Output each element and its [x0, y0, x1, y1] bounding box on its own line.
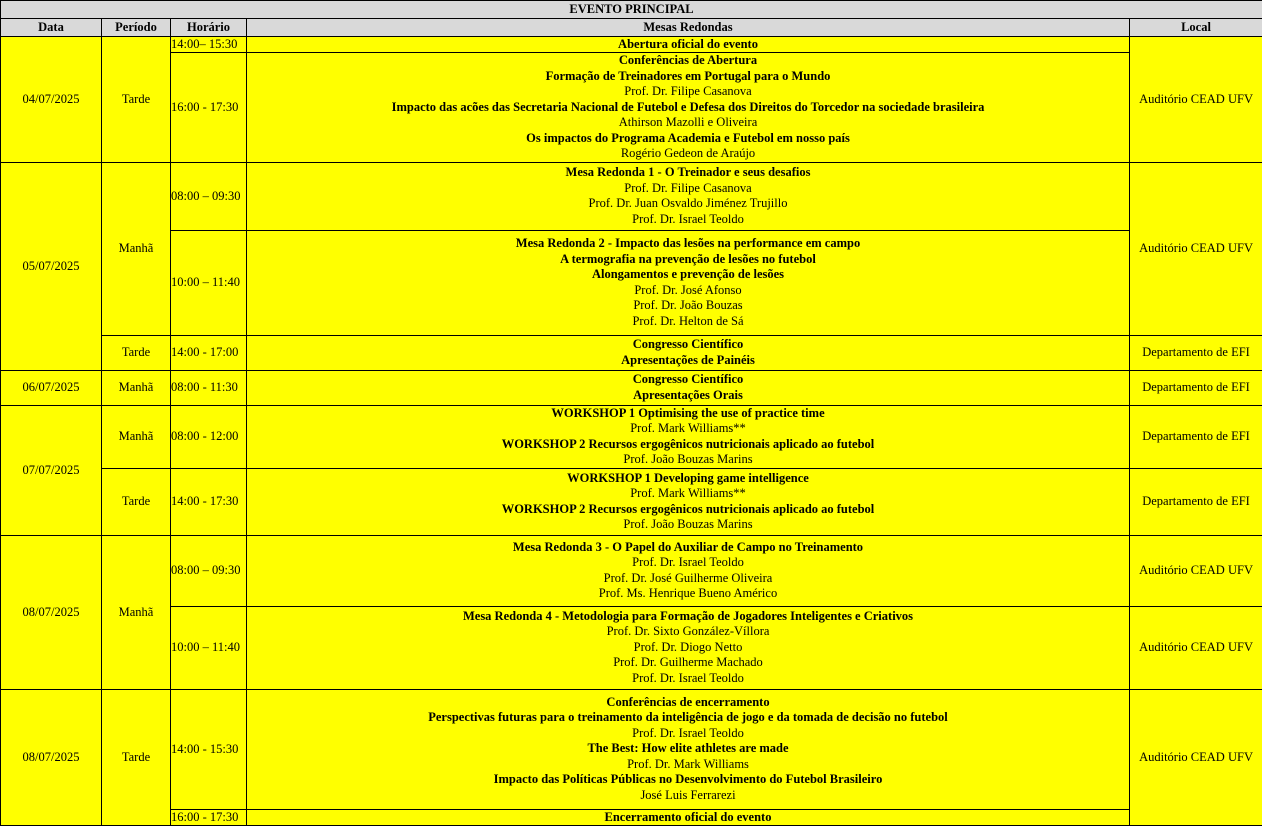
speaker: José Luis Ferrarezi [640, 787, 736, 802]
speaker: Prof. Dr. José Guilherme Oliveira [603, 570, 773, 585]
col-header-periodo: Período [102, 19, 171, 37]
table-row [1, 689, 1262, 809]
period-cell: Tarde [102, 37, 171, 163]
session-cell: Abertura oficial do evento [247, 37, 1130, 53]
table-row [1, 37, 1262, 53]
speaker: Prof. Dr. Israel Teoldo [632, 211, 744, 226]
speaker: Prof. Dr. José Afonso [634, 282, 742, 297]
speaker: Athirson Mazolli e Oliveira [618, 115, 758, 129]
talk-title: A termografia na prevenção de lesões no futebol [560, 251, 816, 266]
session-cell [247, 230, 1130, 335]
local-cell: Departamento de EFI [1130, 370, 1262, 405]
speaker: Prof. Mark Williams** [630, 486, 746, 500]
session-title: Mesa Redonda 4 - Metodologia para Formação de Jogadores Inteligentes e Criativos [462, 608, 914, 623]
date-cell: 08/07/2025 [1, 535, 102, 689]
time-cell: 08:00 - 11:30 [171, 370, 247, 405]
speaker: Prof. Dr. Filipe Casanova [624, 84, 752, 98]
local-cell: Auditório CEAD UFV [1130, 162, 1262, 335]
col-header-data: Data [1, 19, 102, 37]
speaker: Prof. Ms. Henrique Bueno Américo [598, 586, 778, 600]
session-title: Conferências de encerramento [606, 694, 770, 709]
period-cell: Manhã [102, 405, 171, 468]
speaker: Prof. Dr. Israel Teoldo [632, 725, 744, 740]
table-row [1, 53, 1262, 163]
session-cell [247, 53, 1130, 163]
local-cell: Auditório CEAD UFV [1130, 535, 1262, 606]
table-row [1, 809, 1262, 825]
session-title: Mesa Redonda 1 - O Treinador e seus desafios [565, 165, 811, 179]
local-cell: Departamento de EFI [1130, 335, 1262, 370]
time-cell: 14:00– 15:30 [171, 37, 247, 53]
table-row [1, 535, 1262, 606]
local-cell: Departamento de EFI [1130, 405, 1262, 468]
time-cell: 14:00 - 15:30 [171, 689, 247, 809]
table-title: EVENTO PRINCIPAL [1, 1, 1262, 19]
table-row [1, 230, 1262, 335]
speaker: Prof. Dr. Guilherme Machado [613, 655, 763, 670]
time-cell: 10:00 – 11:40 [171, 230, 247, 335]
table-row [1, 468, 1262, 535]
session-cell [247, 335, 1130, 370]
date-cell: 06/07/2025 [1, 370, 102, 405]
date-cell: 08/07/2025 [1, 689, 102, 825]
local-cell: Auditório CEAD UFV [1130, 37, 1262, 163]
talk-title: Os impactos do Programa Academia e Futebol em nosso país [526, 130, 850, 145]
date-cell: 05/07/2025 [1, 162, 102, 370]
talk-title: Impacto das Políticas Públicas no Desenvolvimento do Futebol Brasileiro [493, 772, 883, 787]
talk-title: Formação de Treinadores em Portugal para o Mundo [545, 68, 831, 83]
session-title: Congresso Científico [632, 372, 744, 386]
table-row [1, 606, 1262, 689]
local-cell: Auditório CEAD UFV [1130, 689, 1262, 825]
table-row [1, 162, 1262, 230]
session-cell [247, 370, 1130, 405]
date-cell: 07/07/2025 [1, 405, 102, 535]
speaker: Prof. Dr. Juan Osvaldo Jiménez Trujillo [588, 196, 788, 210]
time-cell: 08:00 – 09:30 [171, 162, 247, 230]
date-cell: 04/07/2025 [1, 37, 102, 163]
workshop-title: WORKSHOP 1 Optimising the use of practice time [551, 405, 825, 420]
period-cell: Tarde [102, 689, 171, 825]
speaker: Prof. Dr. Diogo Netto [633, 639, 743, 654]
time-cell: 14:00 - 17:00 [171, 335, 247, 370]
period-cell: Tarde [102, 335, 171, 370]
speaker: Prof. Dr. Mark Williams [627, 756, 749, 771]
talk-title: Perspectivas futuras para o treinamento da inteligência de jogo e da tomada de decisão no futebol [428, 710, 948, 725]
local-cell: Auditório CEAD UFV [1130, 606, 1262, 689]
time-cell: 16:00 - 17:30 [171, 53, 247, 163]
period-cell: Manhã [102, 535, 171, 689]
table-row [1, 405, 1262, 468]
session-cell [247, 606, 1130, 689]
local-cell: Departamento de EFI [1130, 468, 1262, 535]
speaker: Prof. João Bouzas Marins [623, 517, 753, 531]
workshop-title: WORKSHOP 2 Recursos ergogênicos nutricionais aplicado ao futebol [501, 436, 875, 451]
col-header-local: Local [1130, 19, 1262, 37]
period-cell: Tarde [102, 468, 171, 535]
speaker: Prof. Dr. Filipe Casanova [624, 180, 752, 195]
session-title: Mesa Redonda 2 - Impacto das lesões na performance em campo [515, 236, 861, 250]
session-cell [247, 405, 1130, 468]
header-row [1, 19, 1262, 37]
speaker: Rogério Gedeon de Araújo [620, 146, 756, 160]
session-title: Apresentações Orais [633, 387, 743, 402]
time-cell: 08:00 – 09:30 [171, 535, 247, 606]
col-header-horario: Horário [171, 19, 247, 37]
speaker: Prof. Dr. Sixto González-Víllora [606, 624, 770, 639]
talk-title: Impacto das acões das Secretaria Nacional de Futebol e Defesa dos Direitos do Torcedor na sociedade brasileira [391, 99, 985, 114]
speaker: Prof. João Bouzas Marins [623, 452, 753, 466]
time-cell: 14:00 - 17:30 [171, 468, 247, 535]
workshop-title: WORKSHOP 2 Recursos ergogênicos nutricionais aplicado ao futebol [501, 501, 875, 516]
table-row [1, 370, 1262, 405]
session-title: Conferências de Abertura [618, 53, 758, 67]
period-cell: Manhã [102, 370, 171, 405]
time-cell: 10:00 – 11:40 [171, 606, 247, 689]
session-cell [247, 468, 1130, 535]
workshop-title: WORKSHOP 1 Developing game intelligence [567, 470, 809, 485]
period-cell: Manhã [102, 162, 171, 335]
time-cell: 16:00 - 17:30 [171, 809, 247, 825]
speaker: Prof. Dr. Helton de Sá [632, 313, 744, 328]
speaker: Prof. Dr. Israel Teoldo [632, 670, 744, 685]
session-title: Mesa Redonda 3 - O Papel do Auxiliar de Campo no Treinamento [512, 539, 864, 554]
session-cell [247, 689, 1130, 809]
col-header-mesas: Mesas Redondas [247, 19, 1130, 37]
talk-title: Alongamentos e prevenção de lesões [591, 267, 785, 281]
speaker: Prof. Dr. Israel Teoldo [632, 555, 744, 569]
table-row [1, 335, 1262, 370]
speaker: Prof. Mark Williams** [630, 421, 746, 435]
session-cell: Encerramento oficial do evento [247, 809, 1130, 825]
session-cell [247, 535, 1130, 606]
session-title: Congresso Científico [632, 337, 744, 351]
session-cell [247, 162, 1130, 230]
session-title: Apresentações de Painéis [621, 352, 755, 367]
speaker: Prof. Dr. João Bouzas [633, 298, 743, 312]
talk-title: The Best: How elite athletes are made [587, 741, 789, 756]
time-cell: 08:00 - 12:00 [171, 405, 247, 468]
